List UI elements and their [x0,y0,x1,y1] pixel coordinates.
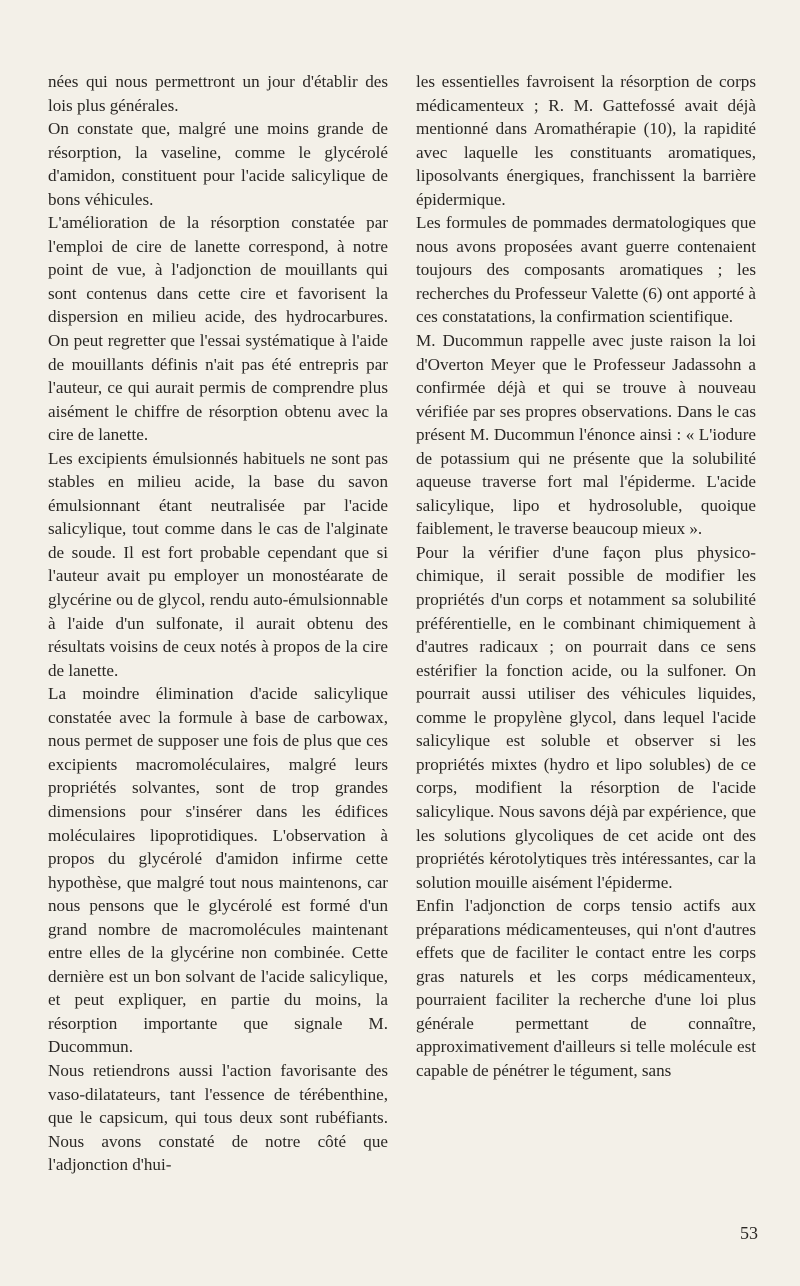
page-number: 53 [740,1223,758,1243]
paragraph: La moindre élimination d'acide salicylique constatée avec la formule à base de carbowax, nous permet de supposer une fois de plus que ces excipients macromoléculaires, malgré leurs propriétés solvantes, sont de trop grandes dimensions pour s'insérer dans les édifices moléculaires lipoprotidiques. L'observation à propos du glycérolé d'amidon infirme cette hypothèse, que malgré tout nous maintenons, car nous pensons que le glycérolé est formé d'un grand nombre de macromolécules maintenant entre elles de la glycérine non combinée. Cette dernière est un bon solvant de l'acide salicylique, et peut expliquer, en partie du moins, la résorption importante que signale M. Ducommun. [48,684,388,1057]
paragraph: les essentielles favroisent la résorption de corps médicamenteux ; R. M. Gattefossé avait déjà mentionné dans Aromathérapie (10), la rapidité avec laquelle les constituants aromatiques, liposolvants énergiques, franchissent la barrière épidermique. [416,72,756,209]
paragraph: Les excipients émulsionnés habituels ne sont pas stables en milieu acide, la base du savon émulsionnant étant neutralisée par l'acide salicylique, tout comme dans le cas de l'alginate de soude. Il est fort probable cependant que si l'auteur avait pu employer un monostéarate de glycérine ou de glycol, rendu auto-émulsionnable à l'aide d'un sulfonate, il aurait obtenu des résultats voisins de ceux notés à propos de la cire de lanette. [48,448,388,680]
paragraph: Les formules de pommades dermatologiques que nous avons proposées avant guerre contenaient toujours des composants aromatiques ; les recherches du Professeur Valette (6) ont apporté à ces constatations, la confirmation scientifique. [416,213,756,327]
paragraph: Pour la vérifier d'une façon plus physico-chimique, il serait possible de modifier les propriétés d'un corps et notamment sa solubilité préférentielle, en le combinant chimiquement à d'autres radicaux ; on pourrait dans ce sens estérifier la fonction acide, ou la sulfoner. On pourrait aussi utiliser des véhicules liquides, comme le propylène glycol, dans lequel l'acide salicylique est soluble et observer si les propriétés mixtes (hydro et lipo solubles) de ce corps, modifient la résorption de l'acide salicylique. Nous savons déjà par expérience, que les solutions glycoliques de cet acide ont des propriétés kérotolytiques très intéressantes, car la solution mouille aisément l'épiderme. [416,542,756,892]
left-column [48,70,388,1177]
paragraph: On constate que, malgré une moins grande de résorption, la vaseline, comme le glycérolé d'amidon, constituent pour l'acide salicylique de bons véhicules. [48,119,388,209]
paragraph: M. Ducommun rappelle avec juste raison la loi d'Overton Meyer que le Professeur Jadassohn a confirmée déjà et qui se trouve à nouveau vérifiée par ses propres observations. Dans le cas présent M. Ducommun l'énonce ainsi : « L'iodure de potassium qui ne présente que la solubilité aqueuse traverse fort mal l'épiderme. L'acide salicylique, lipo et hydrosoluble, quoique faiblement, le traverse beaucoup mieux ». [416,331,756,539]
paragraph: Enfin l'adjonction de corps tensio actifs aux préparations médicamenteuses, qui n'ont d'autres effets que de faciliter le contact entre les corps gras naturels et les corps médicamenteux, pourraient faciliter la recherche d'une loi plus générale permettant de connaître, approximativement d'ailleurs si telle molécule est capable de pénétrer le tégument, sans [416,896,756,1080]
paragraph: L'amélioration de la résorption constatée par l'emploi de cire de lanette correspond, à notre point de vue, à l'adjonction de mouillants qui sont contenus dans cette cire et favorisent la dispersion en milieu acide, des hydrocarbures. On peut regretter que l'essai systématique à l'aide de mouillants définis n'ait pas été entrepris par l'auteur, ce qui aurait permis de comprendre plus aisément le chiffre de résorption obtenu avec la cire de lanette. [48,213,388,445]
right-column [416,70,756,1083]
paragraph: nées qui nous permettront un jour d'établir des lois plus générales. [48,72,388,115]
paragraph: Nous retiendrons aussi l'action favorisante des vaso-dilatateurs, tant l'essence de térébenthine, que le capsicum, qui tous deux sont rubéfiants. Nous avons constaté de notre côté que l'adjonction d'hui- [48,1060,388,1175]
